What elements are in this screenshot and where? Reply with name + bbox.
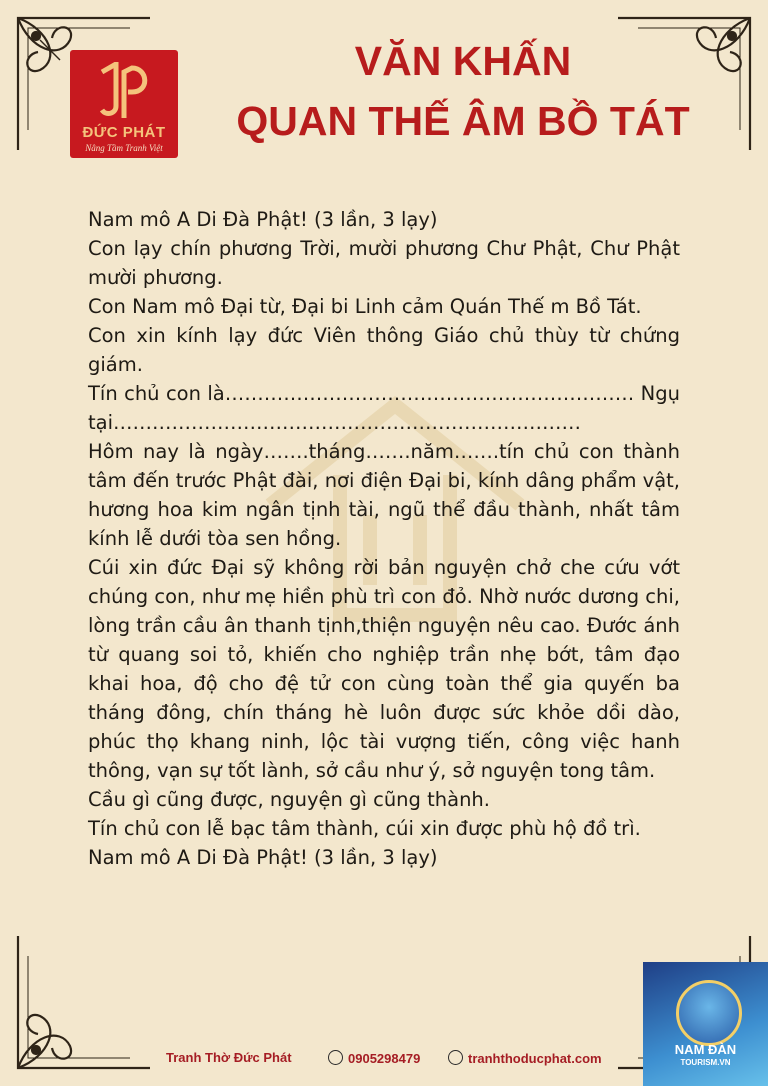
- prayer-paragraph: Cầu gì cũng được, nguyện gì cũng thành.: [88, 788, 490, 811]
- brand-logo: [70, 50, 178, 158]
- prayer-paragraph: Nam mô A Di Đà Phật! (3 lần, 3 lạy): [88, 846, 438, 869]
- prayer-paragraph: Cúi xin đức Đại sỹ không rời bản nguyện chở che cứu vớt chúng con, như mẹ hiền phù trì con đỏ. Nhờ nước dương chi, lòng trần cầu ân thanh tịnh,thiện nguyện nêu cao. Đước ánh từ quang soi tỏ, khiến cho nghiệp trần nhẹ bớt, tâm đạo khai hoa, độ cho đệ tử con cùng toàn thể gia quyến ba tháng đông, chín tháng hè luôn được sức khỏe dồi dào, phúc thọ khang ninh, lộc tài vượng tiến, công việc hanh thông, vạn sự tốt lành, sở cầu như ý, sở nguyện tong tâm.: [88, 556, 681, 782]
- tourism-emblem-icon: [676, 980, 742, 1046]
- logo-tagline: Nâng Tầm Tranh Việt: [85, 143, 163, 153]
- page-title-line-2: QUAN THẾ ÂM BỒ TÁT: [236, 98, 690, 144]
- prayer-text: [88, 205, 680, 872]
- globe-icon: [448, 1050, 463, 1065]
- footer-website-text: tranhthoducphat.com: [468, 1051, 602, 1066]
- badge-name: NAM ĐÀN: [674, 1042, 737, 1057]
- phone-icon: [328, 1050, 343, 1065]
- prayer-paragraph: Nam mô A Di Đà Phật! (3 lần, 3 lạy): [88, 208, 438, 231]
- dp-monogram-icon: [70, 62, 178, 124]
- prayer-paragraph: Con lạy chín phương Trời, mười phương Chư Phật, Chư Phật mười phương.: [88, 237, 680, 289]
- badge-sub: TOURISM.VN: [680, 1058, 731, 1067]
- footer-website-link[interactable]: [448, 1050, 602, 1066]
- prayer-paragraph: Tín chủ con là……………………………………………………… Ngụ tại………………………………………………………………: [88, 382, 680, 434]
- page-title-line-1: VĂN KHẤN: [354, 38, 572, 84]
- footer-phone-number: 0905298479: [348, 1051, 421, 1066]
- prayer-paragraph: Tín chủ con lễ bạc tâm thành, cúi xin được phù hộ đồ trì.: [88, 817, 641, 840]
- prayer-paragraph: Con Nam mô Đại từ, Đại bi Linh cảm Quán Thế m Bồ Tát.: [88, 295, 642, 318]
- footer-shop-name: Tranh Thờ Đức Phát: [166, 1050, 292, 1065]
- prayer-paragraph: Hôm nay là ngày…….tháng…….năm…….tín chủ con thành tâm đến trước Phật đài, nơi điện Đại bi, kính dâng phẩm vật, hương hoa kim ngân tịnh tài, ngũ thể đầu thành, nhất tâm kính lễ dưới tòa sen hồng.: [88, 440, 680, 550]
- nam-dan-tourism-badge: [643, 962, 768, 1086]
- prayer-paragraph: Con xin kính lạy đức Viên thông Giáo chủ thùy từ chứng giám.: [88, 324, 680, 376]
- logo-brand-name: ĐỨC PHÁT: [82, 124, 166, 141]
- footer-phone[interactable]: [328, 1050, 420, 1066]
- corner-ornament: [10, 926, 160, 1076]
